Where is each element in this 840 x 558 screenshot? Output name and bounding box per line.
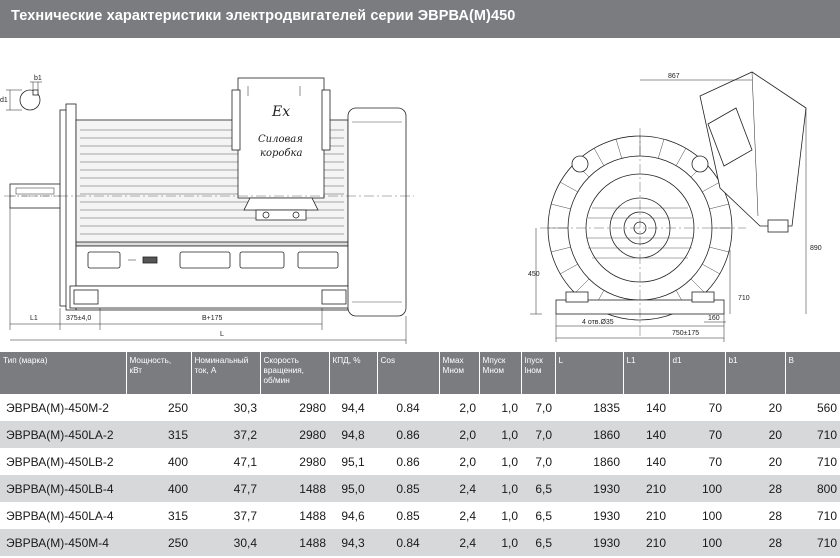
dim-l: L: [220, 331, 224, 338]
cell-d1: 100: [669, 475, 725, 502]
cell-mstart: 1,0: [479, 475, 521, 502]
cell-l: 1930: [555, 475, 623, 502]
cell-b: 710: [785, 529, 840, 556]
cell-speed: 1488: [260, 502, 329, 529]
cell-d1: 70: [669, 421, 725, 448]
cell-l1: 210: [623, 502, 669, 529]
cell-efficiency: 94,4: [329, 394, 377, 421]
cell-power: 250: [126, 529, 191, 556]
cell-l: 1835: [555, 394, 623, 421]
cell-type: ЭВРВА(М)-450М-4: [0, 529, 126, 556]
cell-type: ЭВРВА(М)-450М-2: [0, 394, 126, 421]
cell-b1: 20: [725, 421, 785, 448]
table-row: [0, 475, 840, 502]
cell-power: 315: [126, 502, 191, 529]
cell-l: 1860: [555, 421, 623, 448]
dim-450: 450: [528, 271, 540, 278]
cell-speed: 2980: [260, 421, 329, 448]
cell-b1: 28: [725, 502, 785, 529]
dim-375: 375±4,0: [66, 315, 92, 322]
header-istart: Iпуск Iном: [521, 352, 555, 394]
cell-cos: 0.86: [377, 421, 439, 448]
cell-l: 1930: [555, 502, 623, 529]
cell-type: ЭВРВА(М)-450LB-2: [0, 448, 126, 475]
cell-cos: 0.85: [377, 502, 439, 529]
cell-b: 710: [785, 421, 840, 448]
cell-l1: 140: [623, 448, 669, 475]
header-l: L: [555, 352, 623, 394]
cell-mstart: 1,0: [479, 421, 521, 448]
cell-d1: 70: [669, 448, 725, 475]
cell-efficiency: 94,3: [329, 529, 377, 556]
cell-cos: 0.86: [377, 448, 439, 475]
cell-power: 315: [126, 421, 191, 448]
motor-drawing-svg: [0, 38, 840, 352]
dim-4-holes: 4 отв.Ø35: [582, 319, 614, 326]
cell-b: 560: [785, 394, 840, 421]
header-d1: d1: [669, 352, 725, 394]
cell-current: 37,7: [191, 502, 260, 529]
cell-b: 800: [785, 475, 840, 502]
cell-istart: 6,5: [521, 502, 555, 529]
cell-type: ЭВРВА(М)-450LA-2: [0, 421, 126, 448]
table-row: [0, 421, 840, 448]
title-bar: [0, 0, 840, 38]
cell-istart: 7,0: [521, 421, 555, 448]
ex-mark: Ex: [272, 104, 291, 120]
cell-mmax: 2,0: [439, 394, 479, 421]
cell-l1: 140: [623, 421, 669, 448]
cell-l1: 210: [623, 529, 669, 556]
cell-current: 30,3: [191, 394, 260, 421]
header-cos: Cos: [377, 352, 439, 394]
cell-current: 47,7: [191, 475, 260, 502]
cell-b: 710: [785, 448, 840, 475]
dim-160: 160: [708, 315, 720, 322]
dim-l1: L1: [30, 315, 38, 322]
cell-l: 1930: [555, 529, 623, 556]
cell-speed: 1488: [260, 475, 329, 502]
dim-710: 710: [738, 295, 750, 302]
cell-mstart: 1,0: [479, 394, 521, 421]
table-row: [0, 529, 840, 556]
cell-istart: 7,0: [521, 448, 555, 475]
cell-efficiency: 95,0: [329, 475, 377, 502]
cell-d1: 70: [669, 394, 725, 421]
cell-l: 1860: [555, 448, 623, 475]
cell-d1: 100: [669, 502, 725, 529]
cell-power: 400: [126, 475, 191, 502]
cell-mstart: 1,0: [479, 448, 521, 475]
table-row: [0, 394, 840, 421]
cell-b1: 20: [725, 394, 785, 421]
header-power: Мощность, кВт: [126, 352, 191, 394]
terminal-box-label-2: коробка: [260, 148, 303, 159]
cell-efficiency: 94,6: [329, 502, 377, 529]
cell-type: ЭВРВА(М)-450LA-4: [0, 502, 126, 529]
cell-cos: 0.84: [377, 529, 439, 556]
cell-istart: 6,5: [521, 475, 555, 502]
header-l1: L1: [623, 352, 669, 394]
cell-cos: 0.84: [377, 394, 439, 421]
cell-power: 250: [126, 394, 191, 421]
dim-b1: b1: [34, 75, 42, 82]
cell-istart: 7,0: [521, 394, 555, 421]
shaft-section-detail: [6, 82, 42, 110]
cell-l1: 210: [623, 475, 669, 502]
cell-cos: 0.85: [377, 475, 439, 502]
cell-type: ЭВРВА(М)-450LB-4: [0, 475, 126, 502]
dim-b175: B+175: [202, 315, 223, 322]
table-body: [0, 394, 840, 556]
header-current: Номинальный ток, А: [191, 352, 260, 394]
cell-mstart: 1,0: [479, 502, 521, 529]
cell-speed: 1488: [260, 529, 329, 556]
cell-mmax: 2,0: [439, 448, 479, 475]
cell-mstart: 1,0: [479, 529, 521, 556]
cell-efficiency: 94,8: [329, 421, 377, 448]
table-row: [0, 448, 840, 475]
header-b1: b1: [725, 352, 785, 394]
table-row: [0, 502, 840, 529]
cell-d1: 100: [669, 529, 725, 556]
dim-750: 750±175: [672, 330, 700, 337]
terminal-box-label-1: Силовая: [258, 134, 303, 145]
header-b: B: [785, 352, 840, 394]
front-view: [530, 72, 806, 342]
cell-efficiency: 95,1: [329, 448, 377, 475]
table-header-row: [0, 352, 840, 394]
header-efficiency: КПД, %: [329, 352, 377, 394]
header-speed: Скорость вращения, об/мин: [260, 352, 329, 394]
cell-mmax: 2,4: [439, 502, 479, 529]
header-mstart: Mпуск Mном: [479, 352, 521, 394]
cell-b1: 28: [725, 529, 785, 556]
cell-mmax: 2,4: [439, 529, 479, 556]
cell-istart: 6,5: [521, 529, 555, 556]
cell-b1: 20: [725, 448, 785, 475]
header-type: Тип (марка): [0, 352, 126, 394]
cell-speed: 2980: [260, 448, 329, 475]
specifications-table: [0, 352, 840, 556]
cell-b: 710: [785, 502, 840, 529]
dim-867: 867: [668, 73, 680, 80]
dim-d1: d1: [0, 97, 8, 104]
cell-l1: 140: [623, 394, 669, 421]
cell-current: 30,4: [191, 529, 260, 556]
cell-b1: 28: [725, 475, 785, 502]
technical-drawing: [0, 38, 840, 352]
cell-mmax: 2,4: [439, 475, 479, 502]
dim-890: 890: [810, 245, 822, 252]
cell-power: 400: [126, 448, 191, 475]
cell-speed: 2980: [260, 394, 329, 421]
cell-current: 47,1: [191, 448, 260, 475]
cell-mmax: 2,0: [439, 421, 479, 448]
header-mmax: Mмах Mном: [439, 352, 479, 394]
page-title: Технические характеристики электродвигателей серии ЭВРВА(М)450: [11, 8, 516, 24]
cell-current: 37,2: [191, 421, 260, 448]
